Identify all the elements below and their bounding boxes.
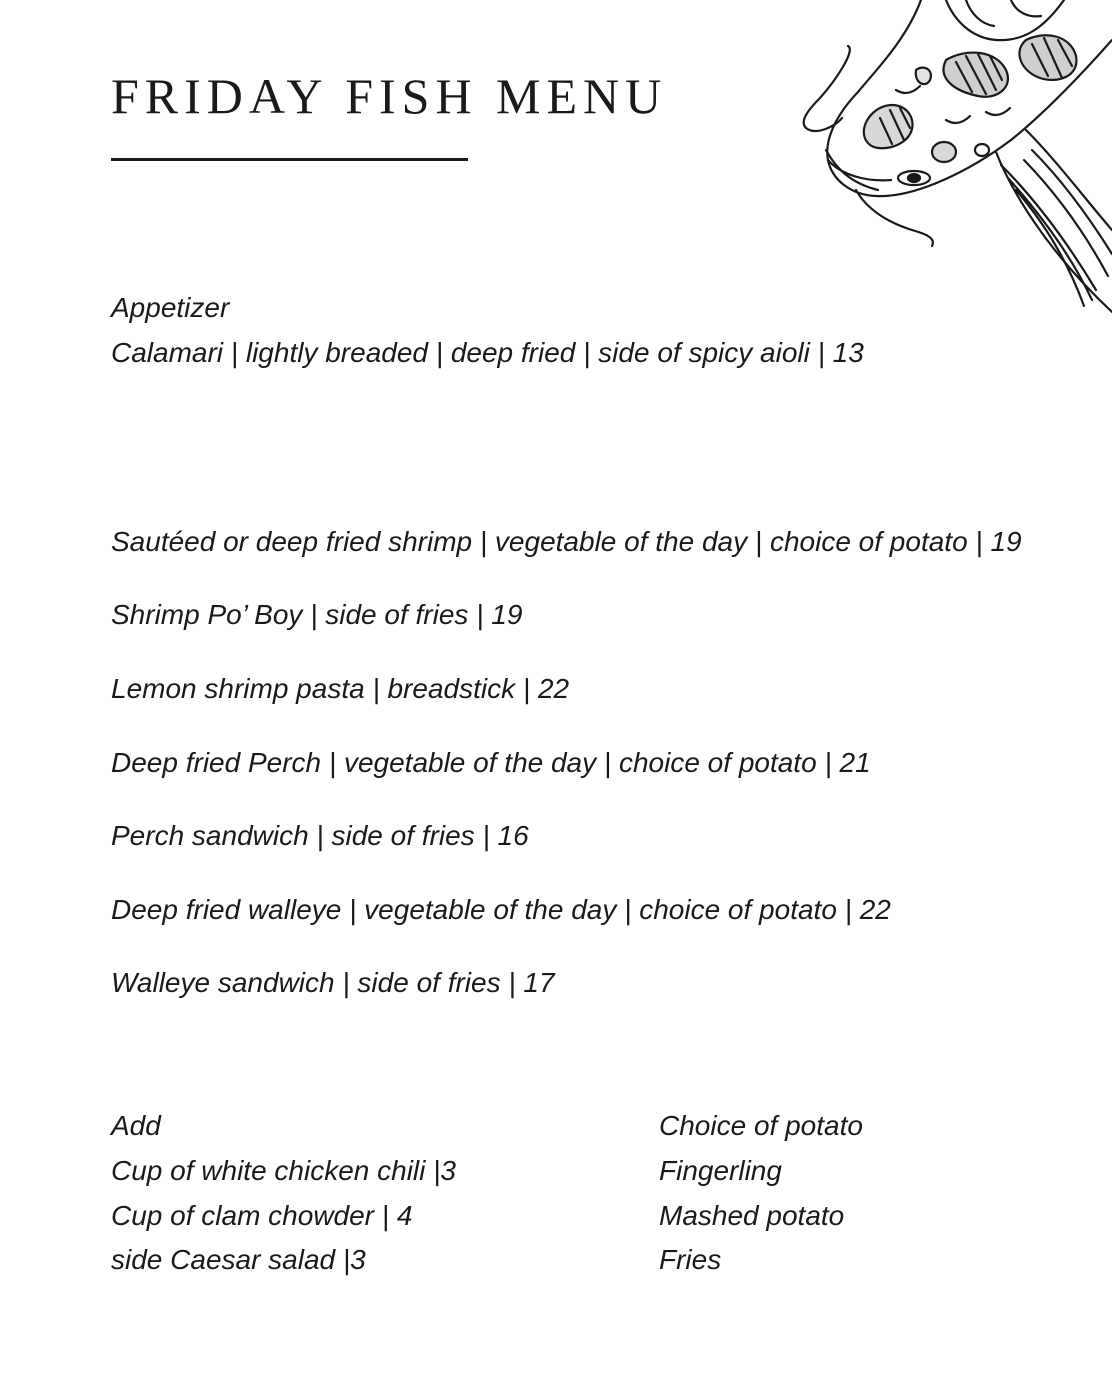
menu-item: Walleye sandwich | side of fries | 17 [111,967,555,998]
add-item: Cup of white chicken chili |3 [111,1155,456,1186]
add-item: Cup of clam chowder | 4 [111,1200,413,1231]
menu-item: Lemon shrimp pasta | breadstick | 22 [111,673,570,704]
menu-item: Shrimp Po’ Boy | side of fries | 19 [111,599,523,630]
koi-fish-illustration [796,0,1112,320]
menu-title: FRIDAY FISH MENU [111,68,668,124]
add-item: side Caesar salad |3 [111,1244,366,1275]
appetizer-heading: Appetizer [111,292,230,323]
appetizer-item: Calamari | lightly breaded | deep fried | side of spicy aioli | 13 [111,337,864,368]
title-underline [111,158,468,161]
add-heading: Add [111,1110,161,1141]
menu-item: Perch sandwich | side of fries | 16 [111,820,529,851]
menu-item: Sautéed or deep fried shrimp | vegetable of the day | choice of potato | 19 [111,526,1022,557]
potato-item: Mashed potato [659,1200,845,1231]
potato-item: Fingerling [659,1155,782,1186]
menu-item: Deep fried walleye | vegetable of the day | choice of potato | 22 [111,894,891,925]
menu-item: Deep fried Perch | vegetable of the day | choice of potato | 21 [111,747,871,778]
potato-heading: Choice of potato [659,1110,863,1141]
potato-item: Fries [659,1244,722,1275]
